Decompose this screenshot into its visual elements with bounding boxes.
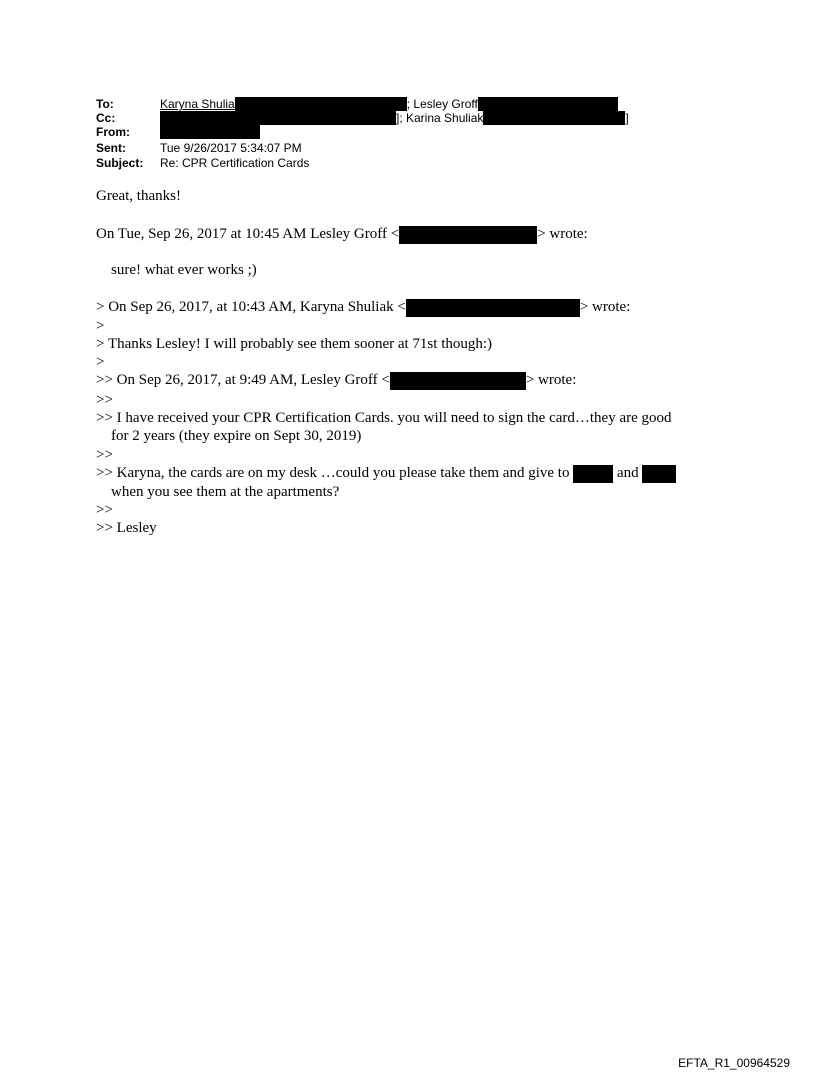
cc-label: Cc: <box>96 111 116 125</box>
quote1-header: On Tue, Sep 26, 2017 at 10:45 AM Lesley Groff < > wrote: <box>96 226 588 242</box>
redaction-box <box>573 465 613 483</box>
to-separator-name: ; Lesley Groff <box>406 97 478 111</box>
redaction-box <box>399 226 537 244</box>
quote3-text: >> I have received your CPR Certification Cards. you will need to sign the card…they are good <box>96 410 672 426</box>
cc-separator-name: ]; Karina Shuliak <box>396 111 484 125</box>
subject-label: Subject: <box>96 156 144 170</box>
cc-end-bracket: ] <box>625 111 629 125</box>
to-label: To: <box>96 97 114 111</box>
redaction-box <box>406 299 580 317</box>
redaction-box <box>478 97 618 111</box>
redaction-box <box>642 465 676 483</box>
quote2-header: > On Sep 26, 2017, at 10:43 AM, Karyna Shuliak < > wrote: <box>96 299 631 315</box>
to-recipient-name: Karyna Shulia <box>160 97 235 111</box>
quote3-blank: >> <box>96 502 113 518</box>
reply-text: Great, thanks! <box>96 188 181 204</box>
redaction-box <box>483 111 625 125</box>
quote3-blank: >> <box>96 447 113 463</box>
redaction-box <box>160 111 396 125</box>
quote3-text-continued: for 2 years (they expire on Sept 30, 2019) <box>111 428 362 444</box>
quote3-request-continued: when you see them at the apartments? <box>111 484 340 500</box>
quote3-blank: >> <box>96 392 113 408</box>
quote3-header: >> On Sep 26, 2017, at 9:49 AM, Lesley Groff < > wrote: <box>96 372 577 388</box>
redaction-box <box>390 372 526 390</box>
quote1-text: sure! what ever works ;) <box>111 262 257 278</box>
redaction-box <box>235 97 407 111</box>
quote3-request: >> Karyna, the cards are on my desk …could you please take them and give to and <box>96 465 676 483</box>
subject-value: Re: CPR Certification Cards <box>160 156 310 170</box>
redaction-box <box>160 125 260 139</box>
sent-value: Tue 9/26/2017 5:34:07 PM <box>160 141 302 155</box>
quote2-blank: > <box>96 318 105 334</box>
quote3-signature: >> Lesley <box>96 520 157 536</box>
document-id: EFTA_R1_00964529 <box>678 1056 790 1070</box>
quote2-blank: > <box>96 354 105 370</box>
quote2-text: > Thanks Lesley! I will probably see them sooner at 71st though:) <box>96 336 493 352</box>
from-label: From: <box>96 125 130 139</box>
sent-label: Sent: <box>96 141 126 155</box>
